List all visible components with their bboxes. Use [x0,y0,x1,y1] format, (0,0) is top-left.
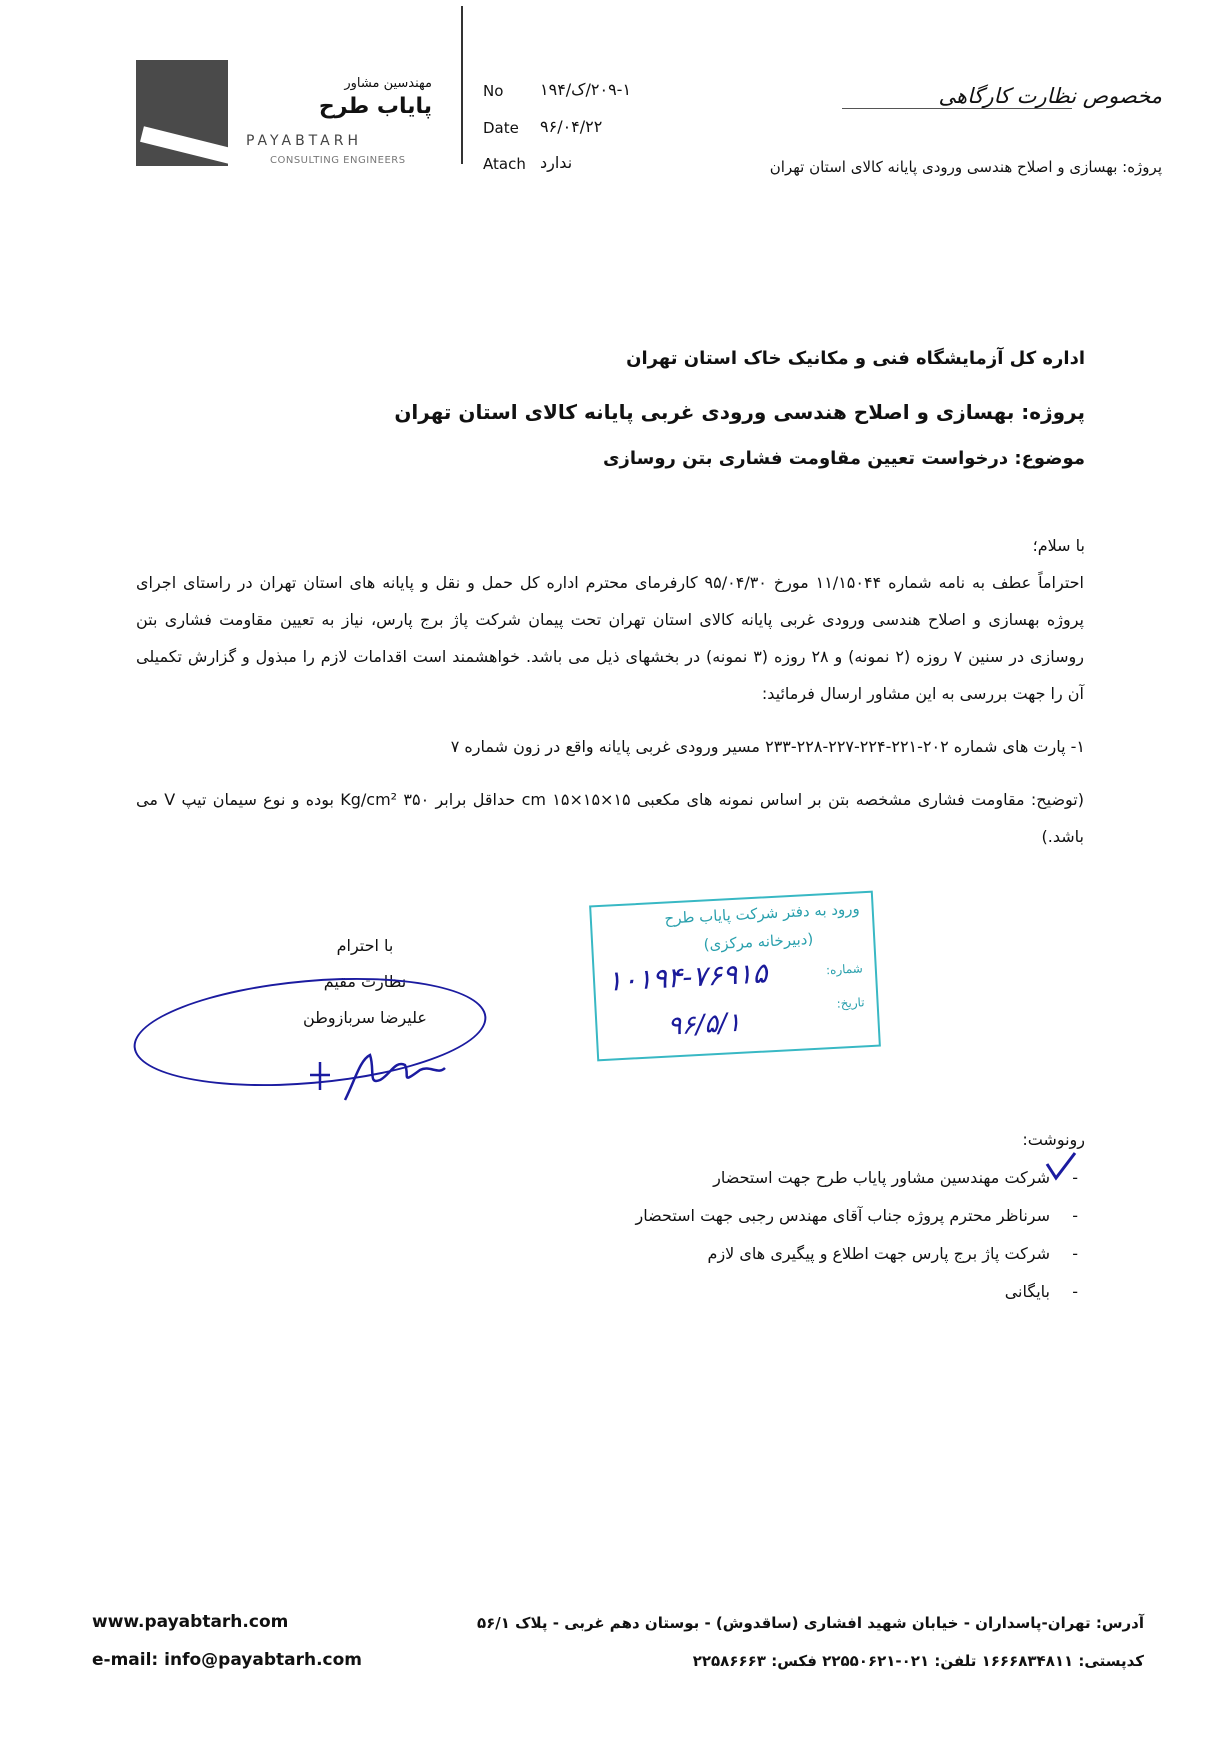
footer-address: آدرس: تهران-پاسداران - خیابان شهید افشاری (ساقدوش) - بوستان دهم غربی - پلاک ۵۶/۱ [476,1614,1144,1632]
subject-line: موضوع: درخواست تعیین مقاومت فشاری بتن روسازی [603,448,1085,469]
logo-subtitle-en: CONSULTING ENGINEERS [270,155,406,166]
signer-name: علیرضا سربازوطن [303,1008,427,1027]
cc-item: شرکت مهندسین مشاور پایاب طرح جهت استحضار [713,1168,1050,1187]
logo-name-en: PAYABTARH [246,133,362,149]
cc-item: سرناظر محترم پروژه جناب آقای مهندس رجبی جهت استحضار [635,1206,1050,1225]
logo-stripe [140,126,228,166]
logo-name-fa: پایاب طرح [318,94,432,119]
no-label: No [483,82,504,100]
logo-subtitle-fa: مهندسین مشاور [344,76,432,91]
closing: با احترام [336,936,394,955]
cc-bullet: - [1072,1168,1078,1187]
attach-value: ندارد [540,153,573,172]
cc-bullet: - [1072,1244,1078,1263]
project-title: پروژه: بهسازی و اصلاح هندسی ورودی غربی پایانه کالای استان تهران [394,400,1085,424]
note-paragraph: (توضیح: مقاومت فشاری مشخصه بتن بر اساس نمونه های مکعبی ۱۵×۱۵×۱۵ cm حداقل برابر ۳۵۰ Kg/cm² بوده و نوع سیمان تیپ V می باشد.) [136,790,1084,846]
cc-item: بایگانی [1004,1282,1050,1301]
special-note-underline [842,108,1072,109]
stamp-line1: ورود به دفتر شرکت پایاب طرح [664,899,861,928]
date-label: Date [483,119,519,137]
cc-bullet: - [1072,1282,1078,1301]
date-value: ۹۶/۰۴/۲۲ [540,117,603,136]
stamp-number-label: شماره: [825,961,864,978]
recipient: اداره کل آزمایشگاه فنی و مکانیک خاک استان تهران [626,348,1085,369]
stamp-line2: (دبیرخانه مرکزی) [703,929,814,954]
greeting: با سلام؛ [1032,536,1085,555]
header-project-line: پروژه: بهسازی و اصلاح هندسی ورودی پایانه کالای استان تهران [769,158,1162,176]
no-value: ۲۰۹-۱/ک/۱۹۴ [540,80,632,99]
stamp-number-value: ۱۰۱۹۴-۷۶۹۱۵ [606,956,769,998]
cc-bullet: - [1072,1206,1078,1225]
stamp-date-value: ۹۶/۵/۱ [666,1007,742,1042]
handwritten-signature [300,1040,450,1110]
body-paragraph: احتراماً عطف به نامه شماره ۱۱/۱۵۰۴۴ مورخ ۹۵/۰۴/۳۰ کارفرمای محترم اداره کل حمل و نقل و پایانه های استان تهران در راستای اجرای پروژه بهسازی و اصلاح هندسی ورودی غربی پایانه کالای استان تهران تحت پیمان شرکت پاژ برج پارس، نیاز به تعیین مقاومت فشاری بتن روسازی در سنین ۷ روزه (۲ نمونه) و ۲۸ روزه (۳ نمونه) در بخشهای ذیل می باشد. خواهشمند است اقدامات لازم را مبذول و گزارش تکمیلی آن را جهت بررسی به این مشاور ارسال فرمائید: [136,573,1084,703]
signer-role: نظارت مقیم [323,972,407,991]
cc-item: شرکت پاژ برج پارس جهت اطلاع و پیگیری های لازم [707,1244,1050,1263]
stamp-date-label: تاریخ: [836,995,865,1011]
item-1: ۱- پارت های شماره ۲۰۲-۲۲۱-۲۲۴-۲۲۷-۲۲۸-۲۳۳ مسیر ورودی غربی پایانه واقع در زون شماره ۷ [450,737,1085,756]
registry-stamp [589,891,881,1062]
email-link[interactable]: e-mail: info@payabtarh.com [92,1650,362,1670]
footer-contact: کدپستی: ۱۶۶۶۸۳۴۸۱۱ تلفن: ۰۲۱-۲۲۵۵۰۶۲۱ فکس: ۲۲۵۸۶۶۶۳ [692,1652,1144,1670]
website-link[interactable]: www.payabtarh.com [92,1612,289,1632]
cc-title: رونوشت: [1022,1130,1085,1149]
logo-mark [136,60,228,166]
header-divider [461,6,463,164]
special-note: مخصوص نظارت کارگاهی [938,84,1162,108]
attach-label: Atach [483,155,526,173]
